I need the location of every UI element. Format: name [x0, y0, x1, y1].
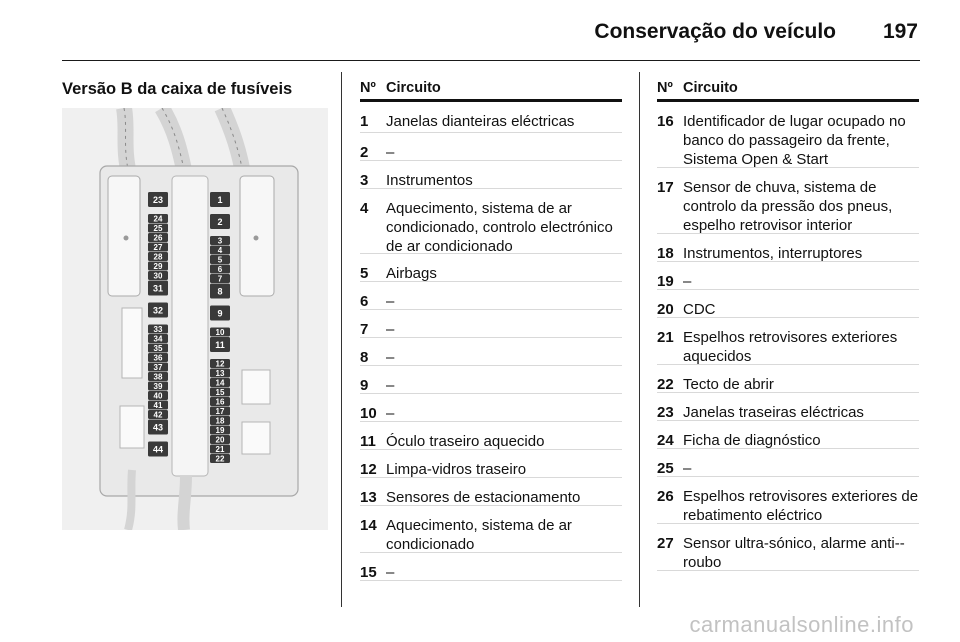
- table-row: [360, 282, 622, 310]
- fuse-label: 32: [152, 305, 164, 316]
- fuse-label: 7: [217, 274, 223, 284]
- table-row: [657, 168, 919, 234]
- fuse-number: 15: [360, 564, 377, 581]
- fuse-number: 26: [657, 488, 674, 505]
- header-number: Nº: [657, 80, 673, 96]
- fuse-number: 20: [657, 301, 674, 318]
- fuse-label: 4: [217, 246, 223, 255]
- circuit-description: –: [386, 405, 395, 422]
- table-row: [360, 133, 622, 161]
- fuse-number: 16: [657, 113, 674, 130]
- circuit-description: Espelhos retrovisores exteriores aquecidos: [683, 329, 898, 365]
- table-row: [360, 189, 622, 254]
- fuse-number: 23: [657, 404, 674, 421]
- fuse-number: 2: [360, 144, 369, 161]
- fuse-label: 27: [153, 243, 163, 252]
- circuit-description: Aquecimento, sistema de ar condicionado: [386, 517, 572, 553]
- fuse-number: 17: [657, 179, 674, 196]
- fuse-label: 11: [215, 340, 225, 350]
- circuit-description: Aquecimento, sistema de ar condicionado, controlo electrónico de ar condicionado: [386, 200, 613, 255]
- fuse-number: 18: [657, 245, 674, 262]
- fuse-number: 12: [360, 461, 377, 478]
- circuit-description: –: [386, 293, 395, 310]
- fuse-label: 39: [153, 382, 163, 391]
- fuse-label: 17: [215, 407, 225, 416]
- fuse-label: 18: [215, 416, 225, 426]
- table-row: [657, 365, 919, 393]
- table-row: [360, 422, 622, 450]
- fuse-label: 6: [217, 265, 223, 274]
- fuse-label: 37: [153, 363, 163, 372]
- table-row: [360, 254, 622, 282]
- fuse-label: 29: [153, 262, 163, 271]
- fuse-label: 43: [152, 422, 164, 433]
- fuse-label: 28: [153, 252, 163, 262]
- circuit-description: –: [386, 321, 395, 338]
- circuit-description: Limpa-vidros traseiro: [386, 461, 527, 478]
- fuse-label: 20: [215, 435, 225, 445]
- circuit-description: –: [683, 460, 692, 477]
- circuit-description: –: [386, 349, 395, 366]
- fuse-label: 2: [217, 217, 223, 227]
- fuse-label: 16: [215, 397, 225, 407]
- fuse-label: 9: [217, 308, 223, 319]
- fuse-box-illustration: [62, 108, 328, 530]
- table-header: [657, 80, 919, 102]
- table-row: [657, 449, 919, 477]
- fuse-number: 7: [360, 321, 369, 338]
- fuse-label: 42: [153, 410, 163, 420]
- fuse-number: 3: [360, 172, 369, 189]
- circuit-description: Óculo traseiro aquecido: [386, 433, 545, 450]
- circuit-description: Ficha de diagnóstico: [683, 432, 821, 449]
- page-header: [62, 18, 920, 61]
- circuit-description: Espelhos retrovisores exteriores de rebatimento eléctrico: [683, 488, 919, 524]
- fuse-label: 24: [153, 214, 163, 224]
- circuit-description: Janelas dianteiras eléctricas: [386, 113, 575, 130]
- circuit-description: Instrumentos: [386, 172, 473, 189]
- fuse-number: 9: [360, 377, 369, 394]
- table-row: [360, 553, 622, 581]
- table-row: [360, 506, 622, 553]
- fuse-label: 33: [153, 325, 163, 334]
- table-header: [360, 80, 622, 102]
- fuse-label: 3: [217, 236, 223, 246]
- fuse-number: 1: [360, 113, 369, 130]
- circuit-description: Instrumentos, interruptores: [683, 245, 863, 262]
- circuit-description: Airbags: [386, 265, 437, 282]
- fuse-label: 1: [217, 195, 223, 205]
- table-row: [657, 234, 919, 262]
- header-number: Nº: [360, 80, 376, 96]
- fuse-label: 8: [217, 286, 223, 297]
- fuse-label: 31: [152, 283, 164, 294]
- fuse-number: 6: [360, 293, 369, 310]
- fuse-number: 25: [657, 460, 674, 477]
- fuse-label: 15: [215, 388, 225, 397]
- page-number: 197: [882, 20, 918, 43]
- circuit-description: CDC: [683, 301, 716, 318]
- circuit-description: Sensor de chuva, sistema de controlo da pressão dos pneus, espelho retrovisor interior: [683, 179, 893, 234]
- fuse-number: 5: [360, 265, 369, 282]
- fuse-box-figure: [62, 108, 328, 530]
- section-title: Versão B da caixa de fusíveis: [62, 80, 293, 98]
- fuse-number: 21: [657, 329, 674, 346]
- fuse-number: 10: [360, 405, 377, 422]
- fuse-number: 11: [360, 433, 376, 450]
- fuse-label: 30: [153, 271, 163, 281]
- header-circuit: Circuito: [386, 80, 441, 96]
- circuit-description: Janelas traseiras eléctricas: [683, 404, 864, 421]
- table-row: [657, 102, 919, 168]
- fuse-number: 4: [360, 200, 369, 217]
- circuit-description: –: [683, 273, 692, 290]
- table-row: [360, 394, 622, 422]
- fuse-label: 38: [153, 372, 163, 382]
- fuse-list: [657, 102, 919, 571]
- table-row: [657, 290, 919, 318]
- circuit-description: –: [386, 377, 395, 394]
- table-row: [360, 478, 622, 506]
- circuit-description: –: [386, 564, 395, 581]
- column-divider: [639, 72, 640, 607]
- table-row: [360, 338, 622, 366]
- table-row: [360, 310, 622, 338]
- table-row: [657, 318, 919, 365]
- fuse-label: 44: [152, 444, 164, 455]
- fuse-label: 19: [215, 426, 225, 435]
- fuse-label: 12: [215, 359, 225, 369]
- circuit-description: Tecto de abrir: [683, 376, 774, 393]
- fuse-table-right: [657, 80, 919, 571]
- fuse-label: 23: [152, 195, 164, 205]
- fuse-label: 41: [153, 401, 163, 410]
- fuse-label: 10: [215, 328, 225, 337]
- page-title: Conservação do veículo: [594, 20, 836, 43]
- circuit-description: –: [386, 144, 395, 161]
- table-row: [657, 421, 919, 449]
- table-row: [360, 366, 622, 394]
- fuse-table-left: [360, 80, 622, 581]
- fuse-label: 5: [217, 255, 223, 265]
- fuse-label: 26: [153, 233, 163, 243]
- fuse-label: 21: [215, 445, 225, 454]
- fuse-number: 27: [657, 535, 674, 552]
- table-row: [360, 450, 622, 478]
- table-row: [360, 161, 622, 189]
- table-row: [657, 477, 919, 524]
- fuse-number: 13: [360, 489, 377, 506]
- fuse-number: 19: [657, 273, 674, 290]
- fuse-number: 24: [657, 432, 674, 449]
- table-row: [657, 524, 919, 571]
- fuse-label: 36: [153, 353, 163, 363]
- fuse-list: [360, 102, 622, 581]
- fuse-label: 25: [153, 224, 163, 233]
- fuse-number: 22: [657, 376, 674, 393]
- circuit-description: Sensor ultra-sónico, alarme anti--roubo: [683, 535, 905, 571]
- fuse-label: 35: [153, 344, 163, 353]
- fuse-label: 13: [215, 369, 225, 378]
- watermark: carmanualsonline.info: [689, 612, 914, 637]
- fuse-number: 8: [360, 349, 369, 366]
- fuse-label: 40: [153, 391, 163, 401]
- column-divider: [341, 72, 342, 607]
- fuse-label: 14: [215, 378, 225, 388]
- table-row: [657, 262, 919, 290]
- circuit-description: Sensores de estacionamento: [386, 489, 581, 506]
- table-row: [657, 393, 919, 421]
- fuse-number: 14: [360, 517, 377, 534]
- circuit-description: Identificador de lugar ocupado no banco do passageiro da frente, Sistema Open & Start: [683, 113, 906, 168]
- fuse-label: 34: [153, 334, 163, 344]
- fuse-label: 22: [215, 454, 225, 464]
- table-row: [360, 102, 622, 133]
- header-circuit: Circuito: [683, 80, 738, 96]
